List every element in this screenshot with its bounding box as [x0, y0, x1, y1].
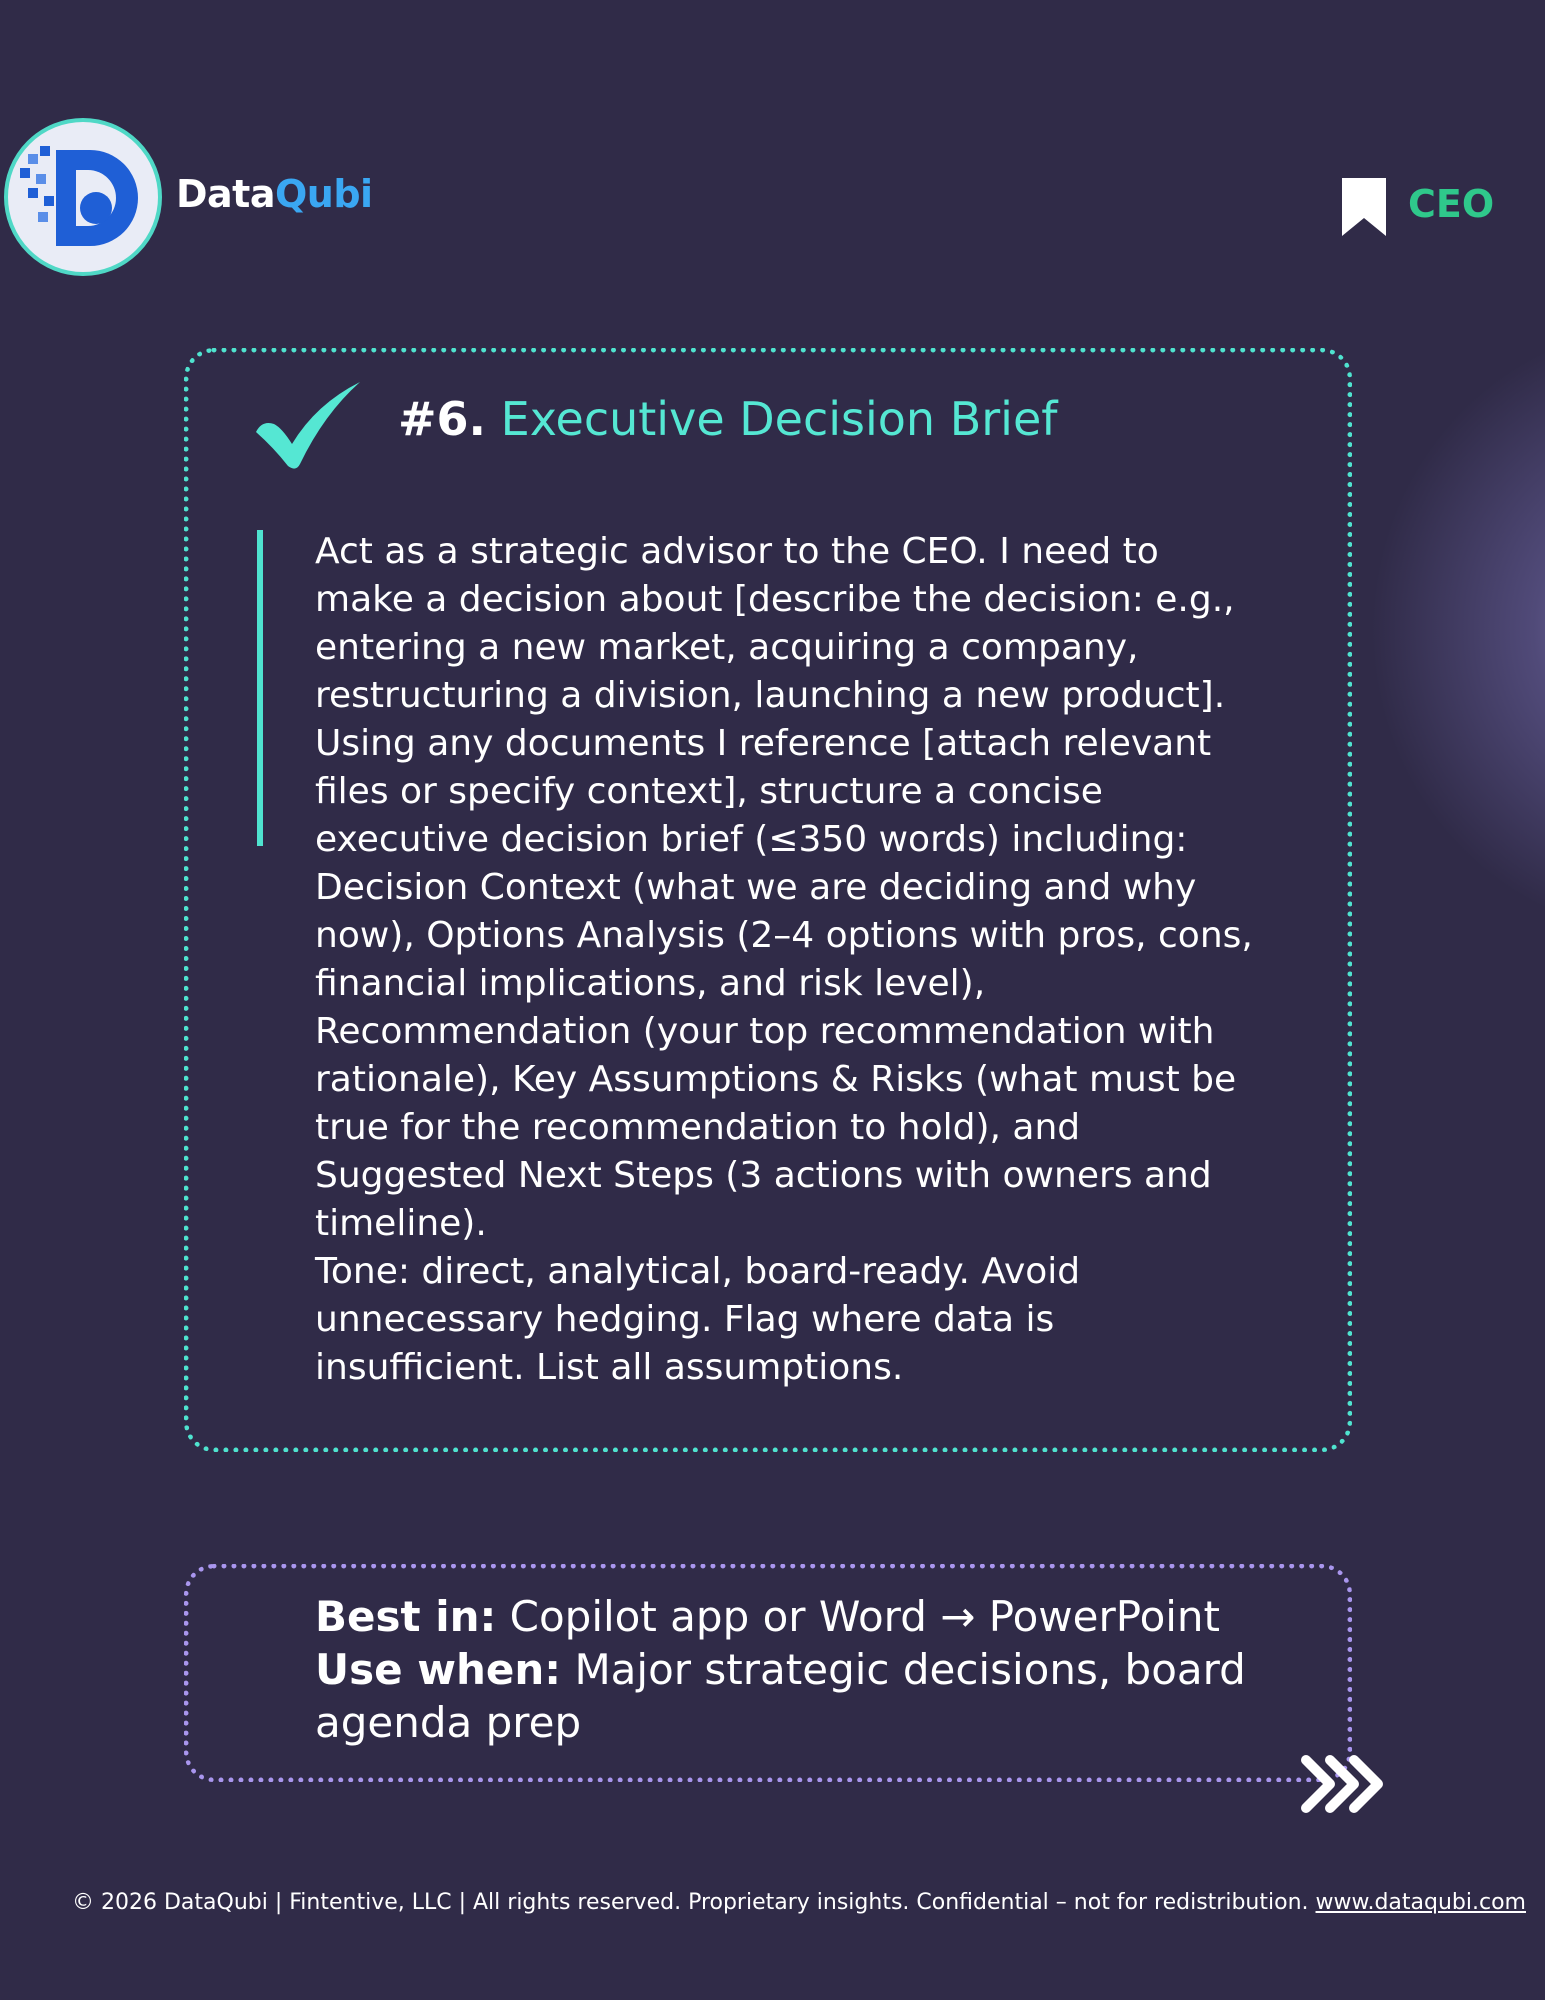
dataqubi-logo-icon [8, 122, 158, 272]
prompt-line: Tone: direct, analytical, board-ready. Avoid [315, 1251, 1081, 1292]
checkmark-icon [252, 380, 364, 472]
prompt-line: timeline). [315, 1203, 487, 1244]
prompt-line: rationale), Key Assumptions & Risks (what must be [315, 1059, 1237, 1100]
background-glow [1330, 280, 1545, 980]
use-when-line [315, 1643, 1325, 1696]
use-when-label: Use when: [315, 1645, 562, 1694]
use-when-line-2: agenda prep [315, 1698, 582, 1747]
prompt-line: unnecessary hedging. Flag where data is [315, 1299, 1055, 1340]
usage-info [315, 1590, 1325, 1749]
logo [4, 118, 162, 276]
prompt-line: executive decision brief (≤350 words) including: [315, 819, 1188, 860]
best-in-value: Copilot app or Word → PowerPoint [496, 1592, 1221, 1641]
prompt-line: insufficient. List all assumptions. [315, 1347, 904, 1388]
best-in-label: Best in: [315, 1592, 497, 1641]
brand-name-part2: Qubi [275, 172, 373, 216]
card-title [398, 392, 1057, 446]
prompt-line: entering a new market, acquiring a company, [315, 627, 1139, 668]
prompt-text [315, 528, 1315, 1392]
prompt-line: Using any documents I reference [attach relevant [315, 723, 1212, 764]
footer-text: © 2026 DataQubi | Fintentive, LLC | All rights reserved. Proprietary insights. Confidential – not for redistribution. [72, 1890, 1316, 1915]
card-title-text: Executive Decision Brief [500, 392, 1058, 446]
prompt-line: files or specify context], structure a concise [315, 771, 1103, 812]
footer [72, 1890, 1526, 1915]
brand-name [176, 172, 373, 216]
prompt-line: make a decision about [describe the decision: e.g., [315, 579, 1235, 620]
footer-link[interactable]: www.dataqubi.com [1315, 1890, 1526, 1915]
prompt-line: Recommendation (your top recommendation with [315, 1011, 1215, 1052]
brand-name-part1: Data [176, 172, 275, 216]
card-number: #6. [398, 392, 487, 446]
prompt-line: Suggested Next Steps (3 actions with owners and [315, 1155, 1212, 1196]
prompt-line: Act as a strategic advisor to the CEO. I need to [315, 531, 1159, 572]
prompt-line: financial implications, and risk level), [315, 963, 986, 1004]
prompt-line: true for the recommendation to hold), and [315, 1107, 1081, 1148]
role-label: CEO [1408, 182, 1495, 226]
triple-chevron-right-icon[interactable] [1300, 1752, 1392, 1816]
prompt-line: now), Options Analysis (2–4 options with pros, cons, [315, 915, 1253, 956]
best-in-line [315, 1590, 1325, 1643]
prompt-line: Decision Context (what we are deciding and why [315, 867, 1197, 908]
use-when-value: Major strategic decisions, board [561, 1645, 1246, 1694]
quote-bar [257, 530, 263, 846]
prompt-line: restructuring a division, launching a new product]. [315, 675, 1226, 716]
bookmark-icon [1338, 176, 1390, 238]
